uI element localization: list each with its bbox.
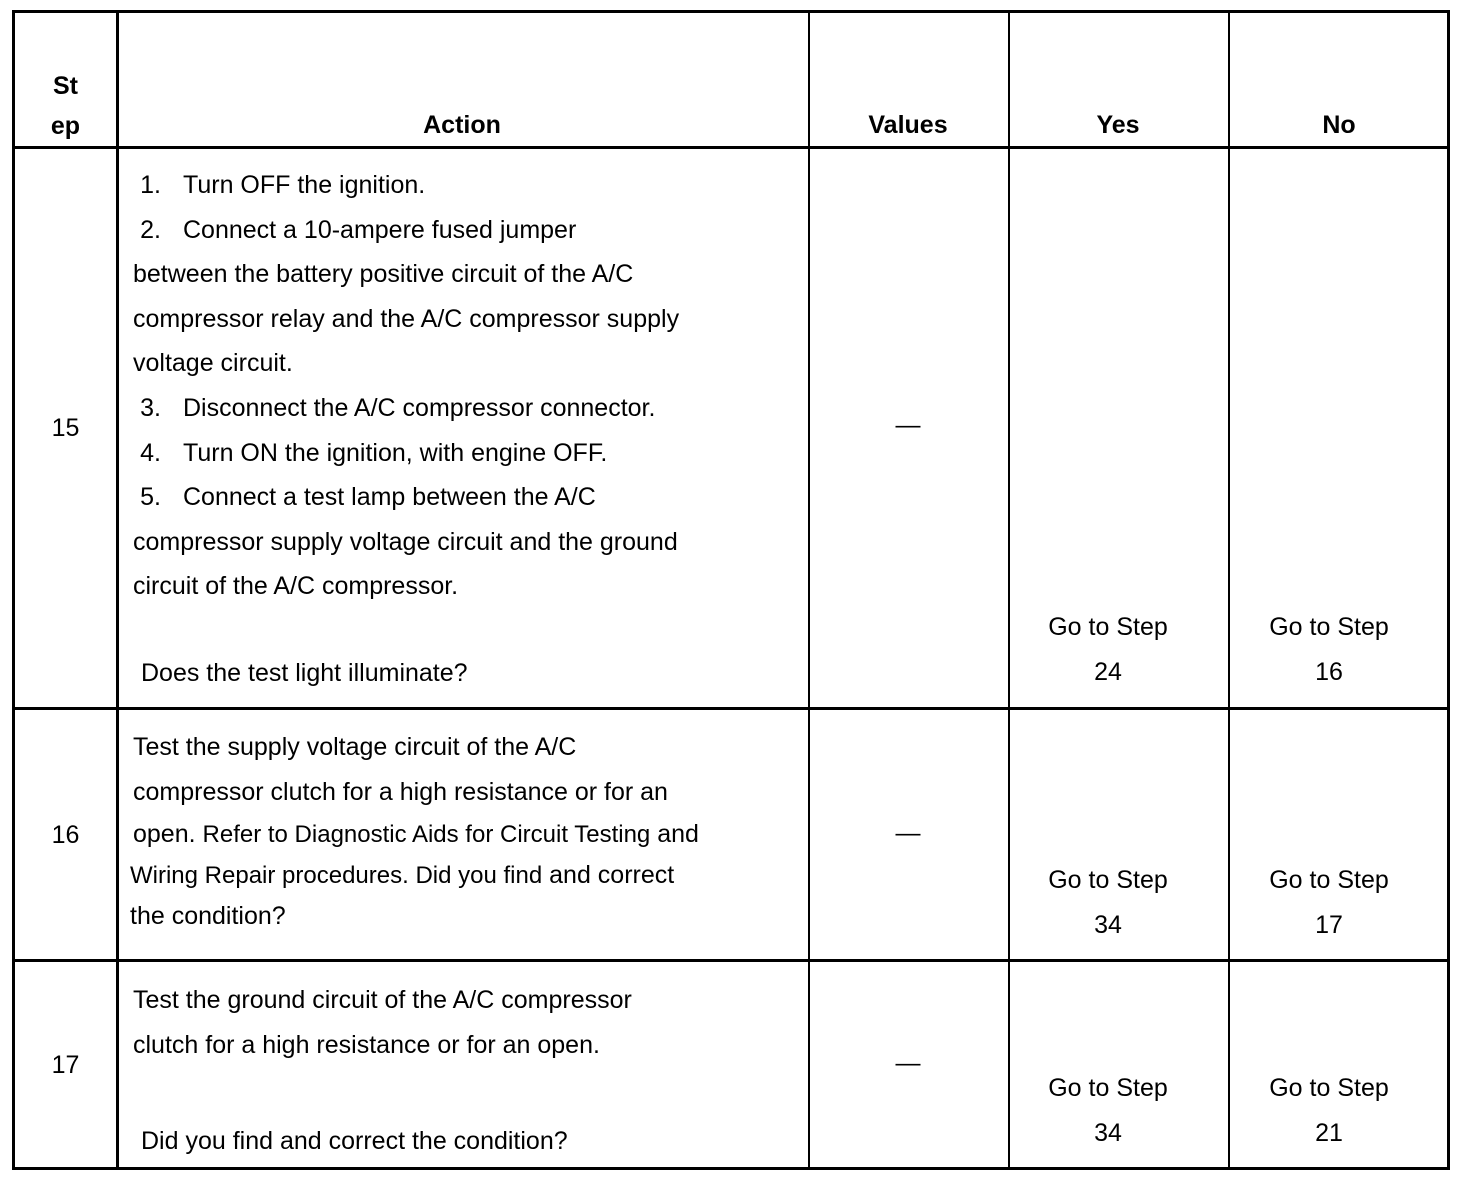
- header-action: Action: [423, 111, 501, 139]
- header-no: No: [1322, 111, 1356, 139]
- diagnostic-table: [12, 10, 1450, 1170]
- value-dash: —: [895, 819, 921, 847]
- action-line: compressor relay and the A/C compressor supply: [133, 304, 680, 333]
- value-dash: —: [895, 1049, 921, 1077]
- column-divider: [1228, 13, 1230, 1167]
- yes-step-number: 34: [1094, 1118, 1122, 1147]
- no-go-to-step: [1228, 1066, 1430, 1155]
- action-line: compressor supply voltage circuit and the ground: [133, 527, 678, 556]
- action-line: compressor clutch for a high resistance or for an: [133, 777, 668, 806]
- column-divider: [116, 13, 119, 1167]
- action-line: Test the ground circuit of the A/C compressor: [133, 986, 632, 1014]
- action-line: Test the supply voltage circuit of the A/C: [133, 733, 577, 761]
- no-go-to-step: [1228, 605, 1430, 694]
- step-number: 16: [51, 821, 80, 849]
- yes-line1: Go to Step: [1048, 613, 1168, 641]
- yes-step-number: 34: [1094, 910, 1122, 939]
- yes-go-to-step: [1008, 858, 1208, 947]
- no-step-number: 17: [1315, 910, 1343, 939]
- action-line: clutch for a high resistance or for an open.: [133, 1030, 600, 1059]
- action-line: and correct: [549, 861, 675, 889]
- action-text: [133, 978, 632, 1067]
- action-line: and: [657, 820, 699, 848]
- yes-go-to-step: [1008, 605, 1208, 694]
- action-line: Turn OFF the ignition.: [183, 171, 426, 199]
- action-line: Refer to Diagnostic Aids for Circuit Testing: [202, 821, 651, 848]
- yes-line1: Go to Step: [1048, 866, 1168, 894]
- header-step-line2: ep: [50, 112, 81, 140]
- action-line: open.: [133, 820, 196, 848]
- action-text-continued: [130, 814, 699, 936]
- header-step-line1: St: [53, 72, 78, 100]
- column-divider: [808, 13, 810, 1167]
- step-number: 17: [51, 1051, 80, 1079]
- action-question: Does the test light illuminate?: [141, 659, 468, 687]
- action-line: Disconnect the A/C compressor connector.: [183, 393, 656, 422]
- list-number: 4.: [140, 438, 161, 467]
- yes-go-to-step: [1008, 1066, 1208, 1155]
- no-step-number: 21: [1315, 1118, 1343, 1147]
- action-text: [133, 163, 679, 609]
- column-divider: [1008, 13, 1010, 1167]
- no-step-number: 16: [1315, 657, 1343, 686]
- list-number: 2.: [140, 215, 161, 244]
- step-number: 15: [51, 414, 80, 442]
- header-values: Values: [868, 111, 948, 139]
- action-line: Connect a 10-ampere fused jumper: [183, 215, 577, 244]
- list-number: 5.: [140, 483, 161, 512]
- action-line: voltage circuit.: [133, 349, 293, 378]
- action-line: between the battery positive circuit of the A/C: [133, 260, 634, 289]
- action-line: Wiring Repair procedures. Did you find: [130, 862, 543, 889]
- action-question: Did you find and correct the condition?: [141, 1127, 568, 1155]
- no-go-to-step: [1228, 858, 1430, 947]
- value-dash: —: [895, 411, 921, 439]
- yes-step-number: 24: [1094, 657, 1122, 686]
- action-line: circuit of the A/C compressor.: [133, 572, 459, 601]
- list-number: 3.: [140, 393, 161, 422]
- row-divider: [15, 959, 1447, 962]
- action-line: Connect a test lamp between the A/C: [183, 483, 596, 512]
- row-divider: [15, 707, 1447, 710]
- row-divider: [15, 146, 1447, 149]
- action-text: [133, 725, 668, 814]
- yes-line1: Go to Step: [1048, 1074, 1168, 1102]
- no-line1: Go to Step: [1269, 1074, 1389, 1102]
- no-line1: Go to Step: [1269, 866, 1389, 894]
- action-line: Turn ON the ignition, with engine OFF.: [183, 438, 608, 467]
- header-yes: Yes: [1096, 111, 1140, 139]
- action-line: the condition?: [130, 902, 286, 930]
- header-step: [15, 66, 116, 146]
- list-number: 1.: [140, 171, 161, 199]
- no-line1: Go to Step: [1269, 613, 1389, 641]
